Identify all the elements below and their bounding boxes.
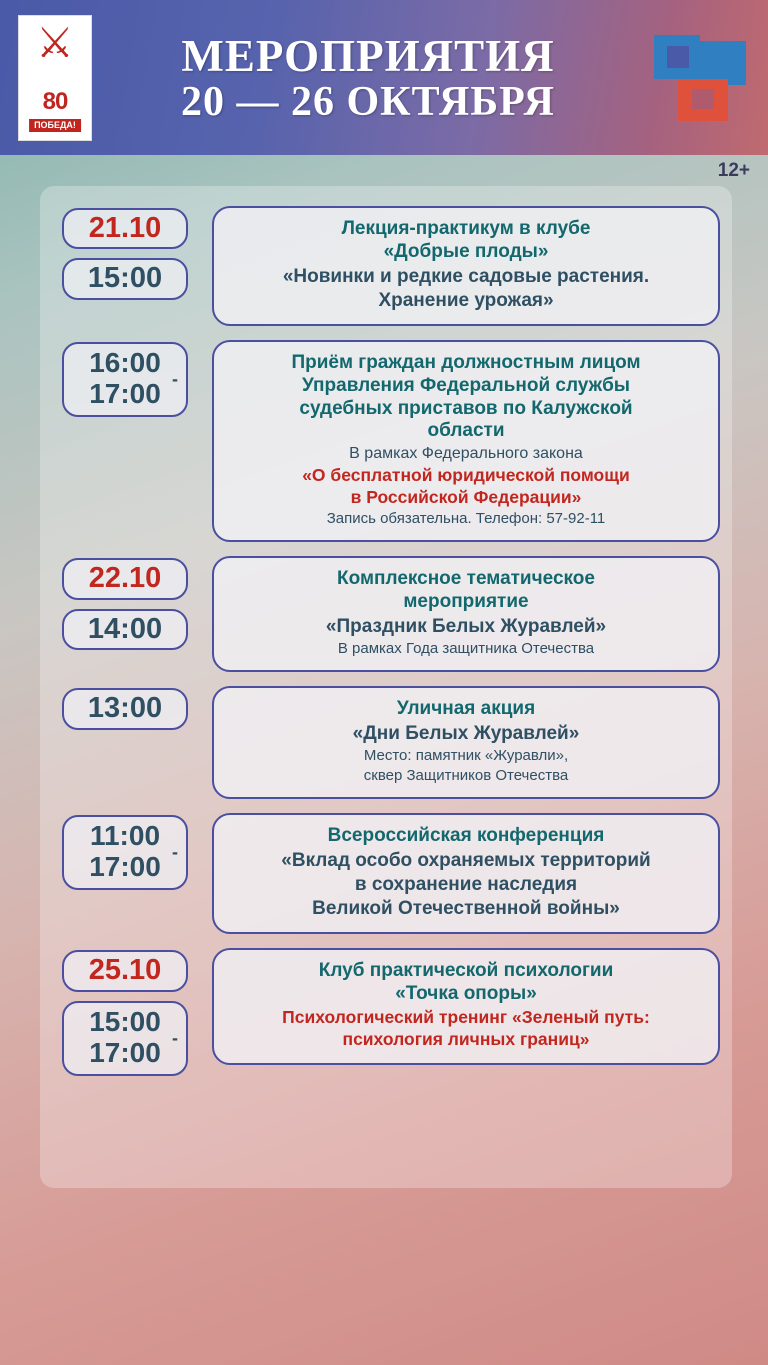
event-title-2: мероприятие [403, 591, 529, 613]
event-note-2: «О бесплатной юридической помощи [302, 464, 630, 485]
event-note: Психологический тренинг «Зеленый путь: [282, 1006, 650, 1027]
event-time-end: 17:00 [89, 1037, 161, 1069]
event-time-pill: 14:00 [62, 609, 188, 650]
bb-logo-icon [654, 35, 746, 121]
event-subtitle: «Вклад особо охраняемых территорий [281, 849, 651, 871]
event-note-3: в Российской Федерации» [350, 486, 582, 507]
time-range-dash-icon: - [172, 1028, 178, 1049]
events-list [40, 196, 732, 1090]
age-rating-badge: 12+ [717, 160, 750, 181]
list-item [52, 556, 720, 672]
motherland-statue-icon: ⚔ [36, 18, 74, 66]
event-subtitle-2: в сохранение наследия [354, 874, 578, 896]
event-time-range-pill [62, 815, 188, 890]
event-card [212, 206, 720, 326]
event-date-pill: 22.10 [62, 558, 188, 599]
event-tags [52, 813, 198, 890]
event-card [212, 686, 720, 799]
event-time-range-pill [62, 342, 188, 417]
time-range-dash-icon: - [172, 369, 178, 390]
event-location: Место: памятник «Журавли», [363, 747, 569, 765]
event-date-pill: 25.10 [62, 950, 188, 991]
event-note: В рамках Года защитника Отечества [337, 640, 595, 658]
event-title: Лекция-практикум в клубе [341, 218, 591, 239]
event-location-2: сквер Защитников Отечества [363, 767, 569, 785]
event-note-2: психология личных границ» [342, 1029, 590, 1050]
event-title: Клуб практической психологии [318, 960, 614, 982]
event-time-start: 16:00 [89, 346, 161, 378]
event-card [212, 948, 720, 1064]
list-item [52, 948, 720, 1075]
event-time-pill: 15:00 [62, 258, 188, 299]
event-time-start: 15:00 [89, 1005, 161, 1037]
list-item [52, 813, 720, 934]
event-time-range-pill [62, 1001, 188, 1076]
event-booking-note: Запись обязательна. Телефон: 57-92-11 [326, 510, 606, 528]
event-title: Уличная акция [396, 698, 536, 720]
victory-logo-caption: ПОБЕДА! [29, 119, 81, 132]
event-title: Приём граждан должностным лицом [291, 351, 641, 373]
title-line-2: 20 — 26 ОКТЯБРЯ [180, 78, 556, 125]
event-tags [52, 948, 198, 1075]
event-title-2: «Добрые плоды» [383, 240, 549, 262]
event-title-4: области [427, 420, 505, 442]
list-item [52, 206, 720, 326]
event-date-pill: 21.10 [62, 208, 188, 249]
event-card [212, 556, 720, 672]
list-item [52, 340, 720, 542]
event-subtitle-2: Хранение урожая» [378, 289, 554, 311]
event-card [212, 813, 720, 934]
event-time-pill: 13:00 [62, 688, 188, 729]
bb-logo-shape-3 [678, 79, 728, 121]
event-title: Комплексное тематическое [337, 568, 595, 590]
event-time-end: 17:00 [89, 851, 161, 883]
event-title-3: судебных приставов по Калужской [299, 397, 633, 419]
event-tags [52, 686, 198, 729]
title-line-1: МЕРОПРИЯТИЯ [181, 30, 555, 81]
event-title: Всероссийская конференция [327, 825, 605, 847]
event-time-start: 11:00 [89, 820, 161, 852]
event-tags [52, 556, 198, 650]
event-time-end: 17:00 [89, 378, 161, 410]
victory-80-logo [18, 15, 92, 141]
list-item [52, 686, 720, 799]
event-title-2: «Точка опоры» [395, 983, 537, 1005]
event-subtitle: «Новинки и редкие садовые растения. [282, 265, 650, 287]
time-range-dash-icon: - [172, 842, 178, 863]
event-card [212, 340, 720, 542]
victory-logo-number: 80 [42, 87, 68, 115]
page-title [92, 30, 654, 126]
event-note: В рамках Федерального закона [349, 445, 583, 463]
event-subtitle-3: Великой Отечественной войны» [312, 898, 620, 920]
event-tags [52, 340, 198, 417]
event-subtitle: «Праздник Белых Журавлей» [325, 615, 607, 637]
poster-header [0, 0, 768, 155]
event-tags [52, 206, 198, 300]
bb-logo-shape-1 [654, 35, 700, 79]
event-subtitle: «Дни Белых Журавлей» [352, 722, 580, 744]
event-title-2: Управления Федеральной службы [301, 374, 631, 396]
